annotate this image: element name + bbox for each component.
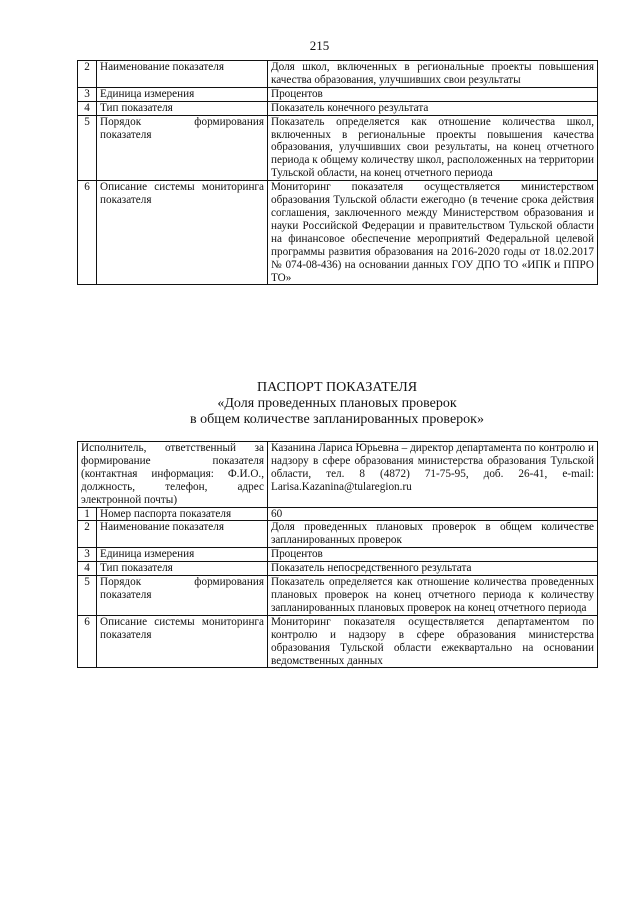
page-number: 215 (309, 38, 330, 53)
row-value: Процентов (268, 548, 598, 562)
row-value: Мониторинг показателя осуществляется департаментом по контролю и надзору в сфере образования министерства образования Тульской области ежеквартально на основании ведомственных данных (268, 615, 598, 668)
executor-label: Исполнитель, ответственный за формирование показателя (контактная информация: Ф.И.О., должность, телефон, адрес электронной почты) (78, 442, 268, 508)
indicator-passport-table (77, 441, 598, 668)
row-value: 60 (268, 507, 598, 521)
table-row (78, 521, 598, 548)
table-row (78, 548, 598, 562)
row-label: Единица измерения (97, 548, 268, 562)
row-number: 4 (78, 101, 97, 115)
table-row (78, 562, 598, 576)
row-number: 3 (78, 548, 97, 562)
row-label: Порядок формирования показателя (97, 115, 268, 181)
row-label: Номер паспорта показателя (97, 507, 268, 521)
table-row (78, 181, 598, 285)
row-number: 4 (78, 562, 97, 576)
row-value: Процентов (268, 87, 598, 101)
row-number: 6 (78, 181, 97, 285)
row-value: Показатель конечного результата (268, 101, 598, 115)
table-row (78, 615, 598, 668)
passport-title (77, 380, 597, 428)
row-label: Тип показателя (97, 101, 268, 115)
table-row (78, 507, 598, 521)
executor-value: Казанина Лариса Юрьевна – директор департамента по контролю и надзору в сфере образования министерства образования Тульской области, тел. 8 (4872) 71-75-95, доб. 26-41, e-mail: Larisa.Kazanina@tularegion.ru (268, 442, 598, 508)
table-row (78, 576, 598, 616)
row-value: Показатель определяется как отношение количества школ, включенных в региональные проекты повышения качества образования, улучшивших свои результаты, на конец отчетного периода к общему количеству школ, расположенных на территории Тульской области, на конец отчетного периода (268, 115, 598, 181)
row-number: 6 (78, 615, 97, 668)
row-label: Единица измерения (97, 87, 268, 101)
row-number: 5 (78, 115, 97, 181)
row-number: 2 (78, 61, 97, 88)
row-value: Доля школ, включенных в региональные проекты повышения качества образования, улучшивших свои результаты (268, 61, 598, 88)
passport-title-line: ПАСПОРТ ПОКАЗАТЕЛЯ (256, 380, 418, 395)
row-label: Описание системы мониторинга показателя (97, 615, 268, 668)
row-value: Доля проведенных плановых проверок в общем количестве запланированных проверок (268, 521, 598, 548)
table-row (78, 115, 598, 181)
indicator-table-continued (77, 60, 598, 285)
executor-row (78, 442, 598, 508)
row-number: 1 (78, 507, 97, 521)
row-number: 3 (78, 87, 97, 101)
row-value: Мониторинг показателя осуществляется министерством образования Тульской области ежегодно (в течение срока действия соглашения, заключенного между Министерством образования и науки Российской Федерации и правительством Тульской области на финансовое обеспечение мероприятий Федеральной целевой программы развития образования на 2016-2020 годы от 18.02.2017 № 074-08-436) на основании данных ГОУ ДПО ТО «ИПК и ППРО ТО» (268, 181, 598, 285)
row-label: Описание системы мониторинга показателя (97, 181, 268, 285)
passport-title-line: в общем количестве запланированных проверок» (190, 412, 484, 427)
row-value: Показатель непосредственного результата (268, 562, 598, 576)
row-label: Порядок формирования показателя (97, 576, 268, 616)
row-label: Тип показателя (97, 562, 268, 576)
table-row (78, 87, 598, 101)
row-number: 2 (78, 521, 97, 548)
passport-title-line: «Доля проведенных плановых проверок (217, 396, 457, 411)
row-number: 5 (78, 576, 97, 616)
row-value: Показатель определяется как отношение количества проведенных плановых проверок на конец отчетного периода к количеству запланированных плановых проверок на конец отчетного периода (268, 576, 598, 616)
table-row (78, 61, 598, 88)
row-label: Наименование показателя (97, 61, 268, 88)
row-label: Наименование показателя (97, 521, 268, 548)
table-row (78, 101, 598, 115)
